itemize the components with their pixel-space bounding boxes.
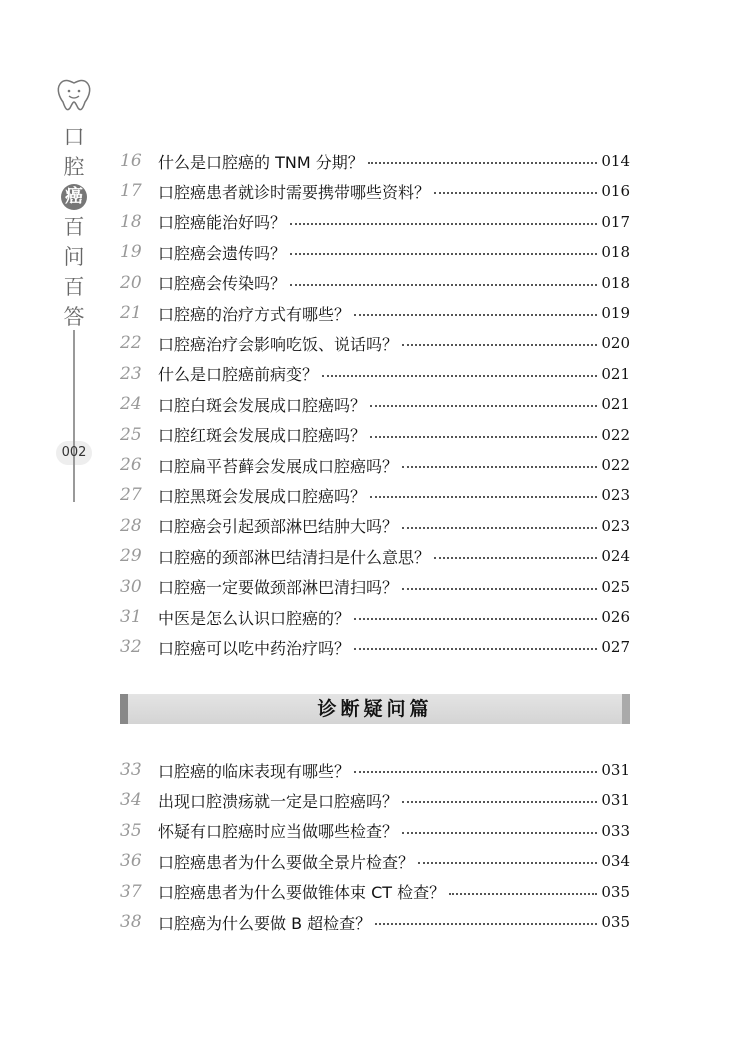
entry-title: 怀疑有口腔癌时应当做哪些检查？ [158,822,399,842]
dot-leader [370,405,597,407]
entry-title: 口腔癌会传染吗？ [158,274,287,294]
entry-title: 口腔癌可以吃中药治疗吗？ [158,638,351,658]
toc-entry[interactable] [120,237,630,267]
toc-entry[interactable] [120,420,630,450]
entry-page-number: 020 [601,334,630,353]
book-title-char: 问 [63,245,85,269]
entry-number: 22 [120,333,142,354]
entry-title: 口腔癌的颈部淋巴结清扫是什么意思？ [158,547,431,567]
tooth-mascot-icon [54,78,94,114]
entry-title: 中医是怎么认识口腔癌的？ [158,608,351,628]
sidebar [50,78,98,498]
toc-entry[interactable] [120,632,630,662]
entry-title: 口腔癌能治好吗？ [158,213,287,233]
entry-title: 口腔红斑会发展成口腔癌吗？ [158,426,367,446]
entry-page-number: 019 [601,304,630,322]
dot-leader [368,162,598,164]
dot-leader [290,223,597,225]
entry-title: 口腔癌患者就诊时需要携带哪些资料？ [158,182,431,202]
entry-title: 口腔癌为什么要做 B 超检查？ [158,913,372,933]
entry-number: 29 [120,546,142,567]
entry-title: 口腔癌患者为什么要做全景片检查？ [158,852,415,872]
entry-number: 21 [120,303,142,323]
toc-entry[interactable] [120,541,630,571]
book-title-char: 口 [63,125,85,149]
entry-page-number: 025 [601,577,630,596]
dot-leader [322,375,597,377]
toc-entry[interactable] [120,480,630,510]
toc-entry[interactable] [120,328,630,358]
entry-page-number: 017 [601,212,630,231]
toc-entry[interactable] [120,907,630,937]
entry-number: 25 [120,424,142,445]
entry-title: 口腔癌一定要做颈部淋巴清扫吗？ [158,578,399,598]
entry-title: 口腔癌患者为什么要做锥体束 CT 检查？ [158,883,446,903]
entry-number: 38 [120,912,142,932]
toc-entry[interactable] [120,755,630,785]
entry-number: 37 [120,881,142,902]
entry-page-number: 014 [601,152,630,170]
entry-page-number: 035 [601,913,630,931]
toc-entry[interactable] [120,602,630,632]
entry-page-number: 031 [601,791,630,810]
dot-leader [290,253,597,255]
entry-number: 31 [120,607,142,627]
toc-entry[interactable] [120,146,630,176]
dot-leader [290,284,597,286]
toc-entry[interactable] [120,846,630,876]
toc-entry[interactable] [120,298,630,328]
toc-entry[interactable] [120,207,630,237]
vertical-book-title [59,122,89,332]
toc-entry[interactable] [120,359,630,389]
toc-entry[interactable] [120,816,630,846]
dot-leader [354,648,597,650]
entry-title: 口腔癌会引起颈部淋巴结肿大吗？ [158,517,399,537]
entry-number: 35 [120,820,142,841]
toc-entry[interactable] [120,176,630,206]
entry-title: 口腔扁平苔藓会发展成口腔癌吗？ [158,456,399,476]
entry-page-number: 026 [601,608,630,626]
toc-entry[interactable] [120,511,630,541]
entry-number: 24 [120,394,142,415]
entry-number: 18 [120,211,142,232]
dot-leader [354,314,597,316]
entry-number: 33 [120,760,142,780]
entry-title: 口腔黑斑会发展成口腔癌吗？ [158,486,367,506]
dot-leader [370,436,597,438]
entry-number: 20 [120,272,142,293]
entry-page-number: 021 [601,364,630,383]
page-number: 002 [50,438,98,468]
entry-number: 16 [120,151,142,171]
entry-title: 口腔癌治疗会影响吃饭、说话吗？ [158,334,399,354]
entry-number: 32 [120,637,142,658]
entry-number: 27 [120,485,142,506]
toc-entry[interactable] [120,785,630,815]
entry-page-number: 033 [601,821,630,840]
entry-number: 28 [120,515,142,536]
entry-page-number: 035 [601,882,630,901]
dot-leader [402,466,597,468]
dot-leader [354,618,597,620]
toc-entry[interactable] [120,268,630,298]
dot-leader [402,832,597,834]
entry-number: 34 [120,790,142,811]
entry-page-number: 034 [601,852,630,871]
section-title: 诊断疑问篇 [317,698,433,720]
entry-number: 36 [120,851,142,872]
entry-number: 17 [120,181,142,202]
entry-page-number: 016 [601,182,630,201]
entry-page-number: 018 [601,243,630,262]
entry-page-number: 022 [601,456,630,474]
dot-leader [402,801,597,803]
entry-title: 口腔癌会遗传吗？ [158,243,287,263]
dot-leader [370,496,597,498]
entry-page-number: 022 [601,425,630,444]
entry-page-number: 024 [601,547,630,566]
dot-leader [375,923,597,925]
dot-leader [402,344,597,346]
entry-title: 口腔癌的治疗方式有哪些？ [158,304,351,324]
dot-leader [434,192,597,194]
entry-number: 30 [120,576,142,597]
book-title-char: 腔 [63,155,85,179]
book-title-char: 百 [63,215,85,239]
entry-page-number: 023 [601,516,630,535]
entry-page-number: 018 [601,273,630,292]
dot-leader [402,527,597,529]
dot-leader [354,771,597,773]
entry-page-number: 031 [601,761,630,779]
dot-leader [434,557,597,559]
entry-title: 口腔癌的临床表现有哪些？ [158,761,351,781]
book-title-char: 答 [63,305,85,329]
entry-title: 什么是口腔癌的 TNM 分期？ [158,152,364,172]
toc-entry[interactable] [120,450,630,480]
entry-number: 23 [120,363,142,384]
dot-leader [449,893,597,895]
entry-title: 什么是口腔癌前病变？ [158,365,319,385]
dot-leader [402,588,597,590]
entry-page-number: 021 [601,395,630,414]
section-header [120,694,630,724]
toc-entry[interactable] [120,389,630,419]
sidebar-divider [73,330,75,502]
dot-leader [418,862,597,864]
entry-number: 19 [120,242,142,263]
entry-number: 26 [120,455,142,475]
toc-entry[interactable] [120,877,630,907]
toc-entry[interactable] [120,572,630,602]
entry-title: 出现口腔溃疡就一定是口腔癌吗？ [158,791,399,811]
entry-page-number: 023 [601,486,630,505]
entry-page-number: 027 [601,638,630,657]
book-title-char-highlighted: 癌 [61,184,87,210]
entry-title: 口腔白斑会发展成口腔癌吗？ [158,395,367,415]
book-title-char: 百 [63,275,85,299]
